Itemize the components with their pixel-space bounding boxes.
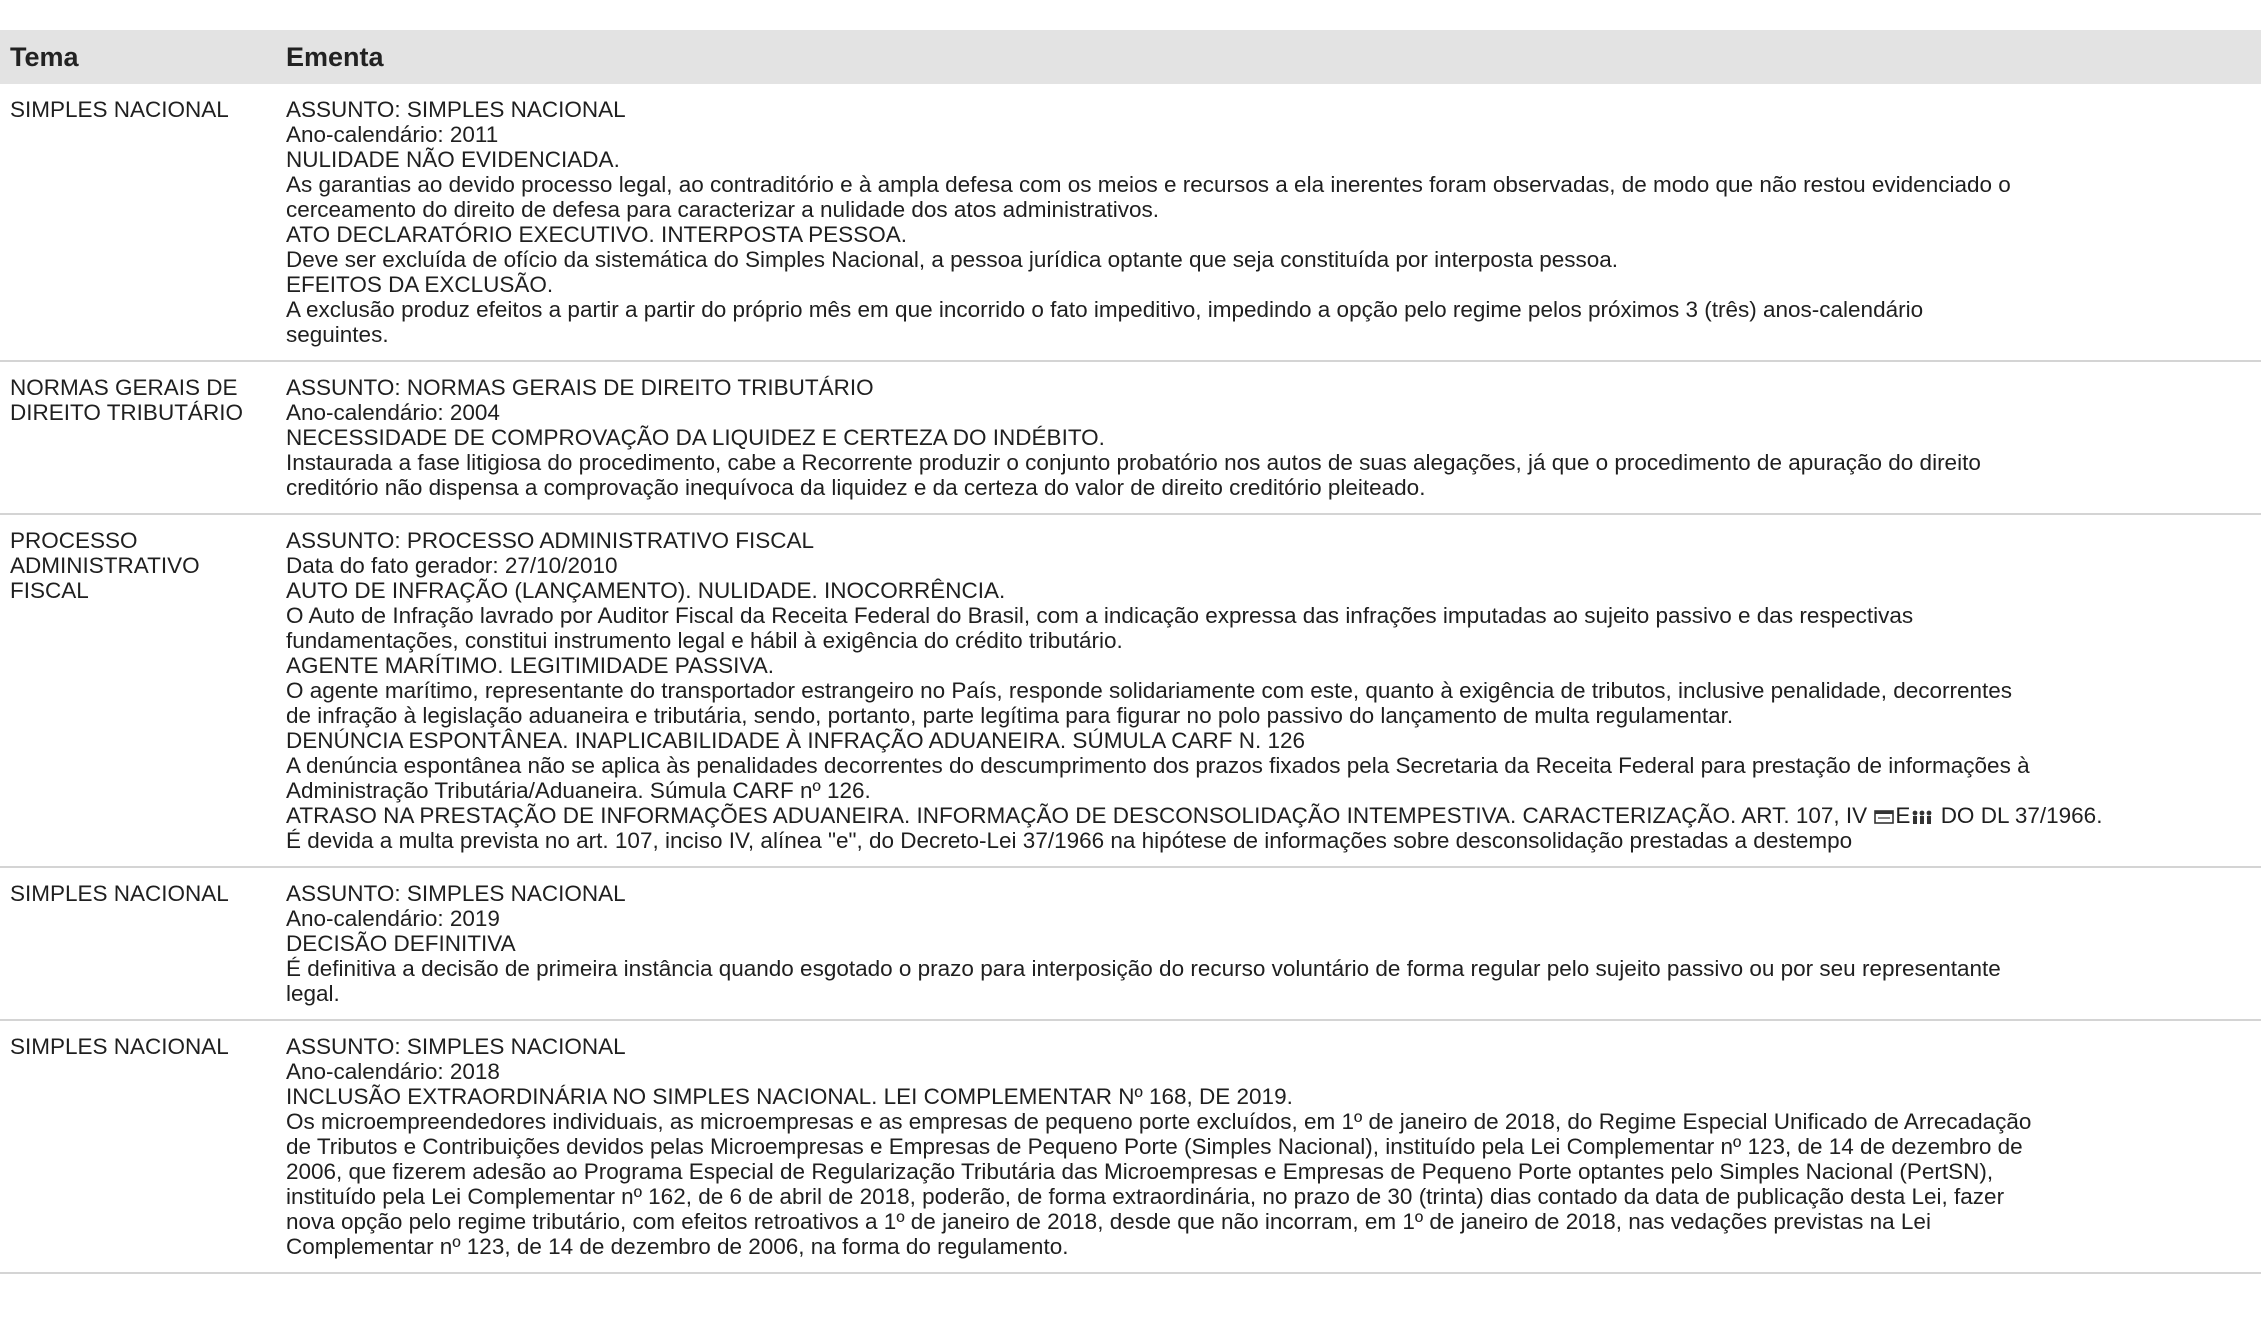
ementa-line: NECESSIDADE DE COMPROVAÇÃO DA LIQUIDEZ E CERTEZA DO INDÉBITO. — [286, 425, 1105, 450]
ementa-cell — [286, 97, 2261, 347]
ementa-line: INCLUSÃO EXTRAORDINÁRIA NO SIMPLES NACIONAL. LEI COMPLEMENTAR Nº 168, DE 2019. — [286, 1084, 1293, 1109]
ementa-text: E — [1895, 803, 1911, 828]
tema-line: SIMPLES NACIONAL — [10, 881, 229, 906]
ementa-line: O Auto de Infração lavrado por Auditor Fiscal da Receita Federal do Brasil, com a indicação expressa das infrações imputadas ao sujeito passivo e das respectivas — [286, 603, 1914, 628]
ementa-line: seguintes. — [286, 322, 389, 347]
table-header — [0, 30, 2261, 84]
header-ementa: Ementa — [286, 41, 384, 72]
ementa-line: ATO DECLARATÓRIO EXECUTIVO. INTERPOSTA PESSOA. — [286, 222, 907, 247]
tema-cell — [0, 97, 286, 347]
ementa-line: Data do fato gerador: 27/10/2010 — [286, 553, 618, 578]
people-icon — [1911, 809, 1933, 825]
ementa-line: de infração à legislação aduaneira e tributária, sendo, portanto, parte legítima para figurar no polo passivo do lançamento de multa regulamentar. — [286, 703, 1734, 728]
ementa-text: ATRASO NA PRESTAÇÃO DE INFORMAÇÕES ADUANEIRA. INFORMAÇÃO DE DESCONSOLIDAÇÃO INTEMPESTIVA. CARACTERIZAÇÃO. ART. 107, IV — [286, 803, 1868, 828]
ementa-cell — [286, 375, 2261, 500]
ementa-line: AUTO DE INFRAÇÃO (LANÇAMENTO). NULIDADE. INOCORRÊNCIA. — [286, 578, 1006, 603]
ementa-cell — [286, 881, 2261, 1006]
ementa-line: creditório não dispensa a comprovação inequívoca da liquidez e da certeza do valor de direito creditório pleiteado. — [286, 475, 1426, 500]
ementa-line: NULIDADE NÃO EVIDENCIADA. — [286, 147, 620, 172]
tema-line: ADMINISTRATIVO — [10, 553, 200, 578]
tema-line: NORMAS GERAIS DE — [10, 375, 238, 400]
ementa-line: É devida a multa prevista no art. 107, inciso IV, alínea "e", do Decreto-Lei 37/1966 na hipótese de informações sobre desconsolidação prestadas a destempo — [286, 828, 1853, 853]
envelope-icon — [1874, 809, 1894, 825]
tema-line: PROCESSO — [10, 528, 138, 553]
tema-cell — [0, 528, 286, 853]
ementa-line: 2006, que fizerem adesão ao Programa Especial de Regularização Tributária das Microempresas e Empresas de Pequeno Porte optantes pelo Simples Nacional (PertSN), — [286, 1159, 1994, 1184]
ementa-line: instituído pela Lei Complementar nº 162, de 6 de abril de 2018, poderão, de forma extraordinária, no prazo de 30 (trinta) dias contado da data de publicação desta Lei, fazer — [286, 1184, 2005, 1209]
ementa-line: Administração Tributária/Aduaneira. Súmula CARF nº 126. — [286, 778, 871, 803]
ementa-line: ASSUNTO: SIMPLES NACIONAL — [286, 881, 626, 906]
tema-line: SIMPLES NACIONAL — [10, 97, 229, 122]
tema-cell — [0, 1034, 286, 1259]
ementa-line: Ano-calendário: 2011 — [286, 122, 499, 147]
ementa-cell — [286, 528, 2261, 853]
ementa-line: ASSUNTO: SIMPLES NACIONAL — [286, 1034, 626, 1059]
ementa-line: cerceamento do direito de defesa para caracterizar a nulidade dos atos administrativos. — [286, 197, 1159, 222]
ementa-line: ASSUNTO: PROCESSO ADMINISTRATIVO FISCAL — [286, 528, 815, 553]
ementa-cell — [286, 1034, 2261, 1259]
ementa-line: É definitiva a decisão de primeira instância quando esgotado o prazo para interposição do recurso voluntário de forma regular pelo sujeito passivo ou por seu representante — [286, 956, 2001, 981]
table-row — [0, 362, 2261, 515]
tema-line: DIREITO TRIBUTÁRIO — [10, 400, 243, 425]
ementa-line: A exclusão produz efeitos a partir a partir do próprio mês em que incorrido o fato impeditivo, impedindo a opção pelo regime pelos próximos 3 (três) anos-calendário — [286, 297, 1924, 322]
tema-cell — [0, 881, 286, 1006]
ementa-line: Os microempreendedores individuais, as microempresas e as empresas de pequeno porte excluídos, em 1º de janeiro de 2018, do Regime Especial Unificado de Arrecadação — [286, 1109, 2032, 1134]
ementa-line: fundamentações, constitui instrumento legal e hábil à exigência do crédito tributário. — [286, 628, 1123, 653]
ementa-line: AGENTE MARÍTIMO. LEGITIMIDADE PASSIVA. — [286, 653, 774, 678]
ementa-line: DENÚNCIA ESPONTÂNEA. INAPLICABILIDADE À INFRAÇÃO ADUANEIRA. SÚMULA CARF N. 126 — [286, 728, 1306, 753]
ementa-line: A denúncia espontânea não se aplica às penalidades decorrentes do descumprimento dos prazos fixados pela Secretaria da Receita Federal para prestação de informações à — [286, 753, 2030, 778]
ementa-line: Ano-calendário: 2019 — [286, 906, 500, 931]
ementa-line-with-glyphs — [286, 803, 2251, 828]
ementa-text: DO DL 37/1966. — [1940, 803, 2103, 828]
ementa-line: DECISÃO DEFINITIVA — [286, 931, 516, 956]
ementa-line: ASSUNTO: NORMAS GERAIS DE DIREITO TRIBUTÁRIO — [286, 375, 874, 400]
ementa-line: Complementar nº 123, de 14 de dezembro de 2006, na forma do regulamento. — [286, 1234, 1069, 1259]
header-tema: Tema — [10, 41, 79, 72]
ementa-table — [0, 30, 2261, 1274]
ementa-line: nova opção pelo regime tributário, com efeitos retroativos a 1º de janeiro de 2018, desde que não incorram, em 1º de janeiro de 2018, nas vedações previstas na Lei — [286, 1209, 1931, 1234]
ementa-line: legal. — [286, 981, 340, 1006]
ementa-line: EFEITOS DA EXCLUSÃO. — [286, 272, 554, 297]
tema-line: FISCAL — [10, 578, 89, 603]
tema-line: SIMPLES NACIONAL — [10, 1034, 229, 1059]
table-row — [0, 868, 2261, 1021]
ementa-line: Instaurada a fase litigiosa do procedimento, cabe a Recorrente produzir o conjunto probatório nos autos de suas alegações, já que o procedimento de apuração do direito — [286, 450, 1981, 475]
ementa-line: O agente marítimo, representante do transportador estrangeiro no País, responde solidariamente com este, quanto à exigência de tributos, inclusive penalidade, decorrentes — [286, 678, 2013, 703]
table-row — [0, 1021, 2261, 1274]
ementa-line: Ano-calendário: 2004 — [286, 400, 500, 425]
tema-cell — [0, 375, 286, 500]
ementa-line: As garantias ao devido processo legal, ao contraditório e à ampla defesa com os meios e recursos a ela inerentes foram observadas, de modo que não restou evidenciado o — [286, 172, 2011, 197]
table-row — [0, 515, 2261, 868]
ementa-line: de Tributos e Contribuições devidos pelas Microempresas e Empresas de Pequeno Porte (Simples Nacional), instituído pela Lei Complementar nº 123, de 14 de dezembro de — [286, 1134, 2023, 1159]
ementa-line: Ano-calendário: 2018 — [286, 1059, 500, 1084]
ementa-line: Deve ser excluída de ofício da sistemática do Simples Nacional, a pessoa jurídica optante que seja constituída por interposta pessoa. — [286, 247, 1619, 272]
ementa-line: ASSUNTO: SIMPLES NACIONAL — [286, 97, 626, 122]
table-row — [0, 84, 2261, 362]
